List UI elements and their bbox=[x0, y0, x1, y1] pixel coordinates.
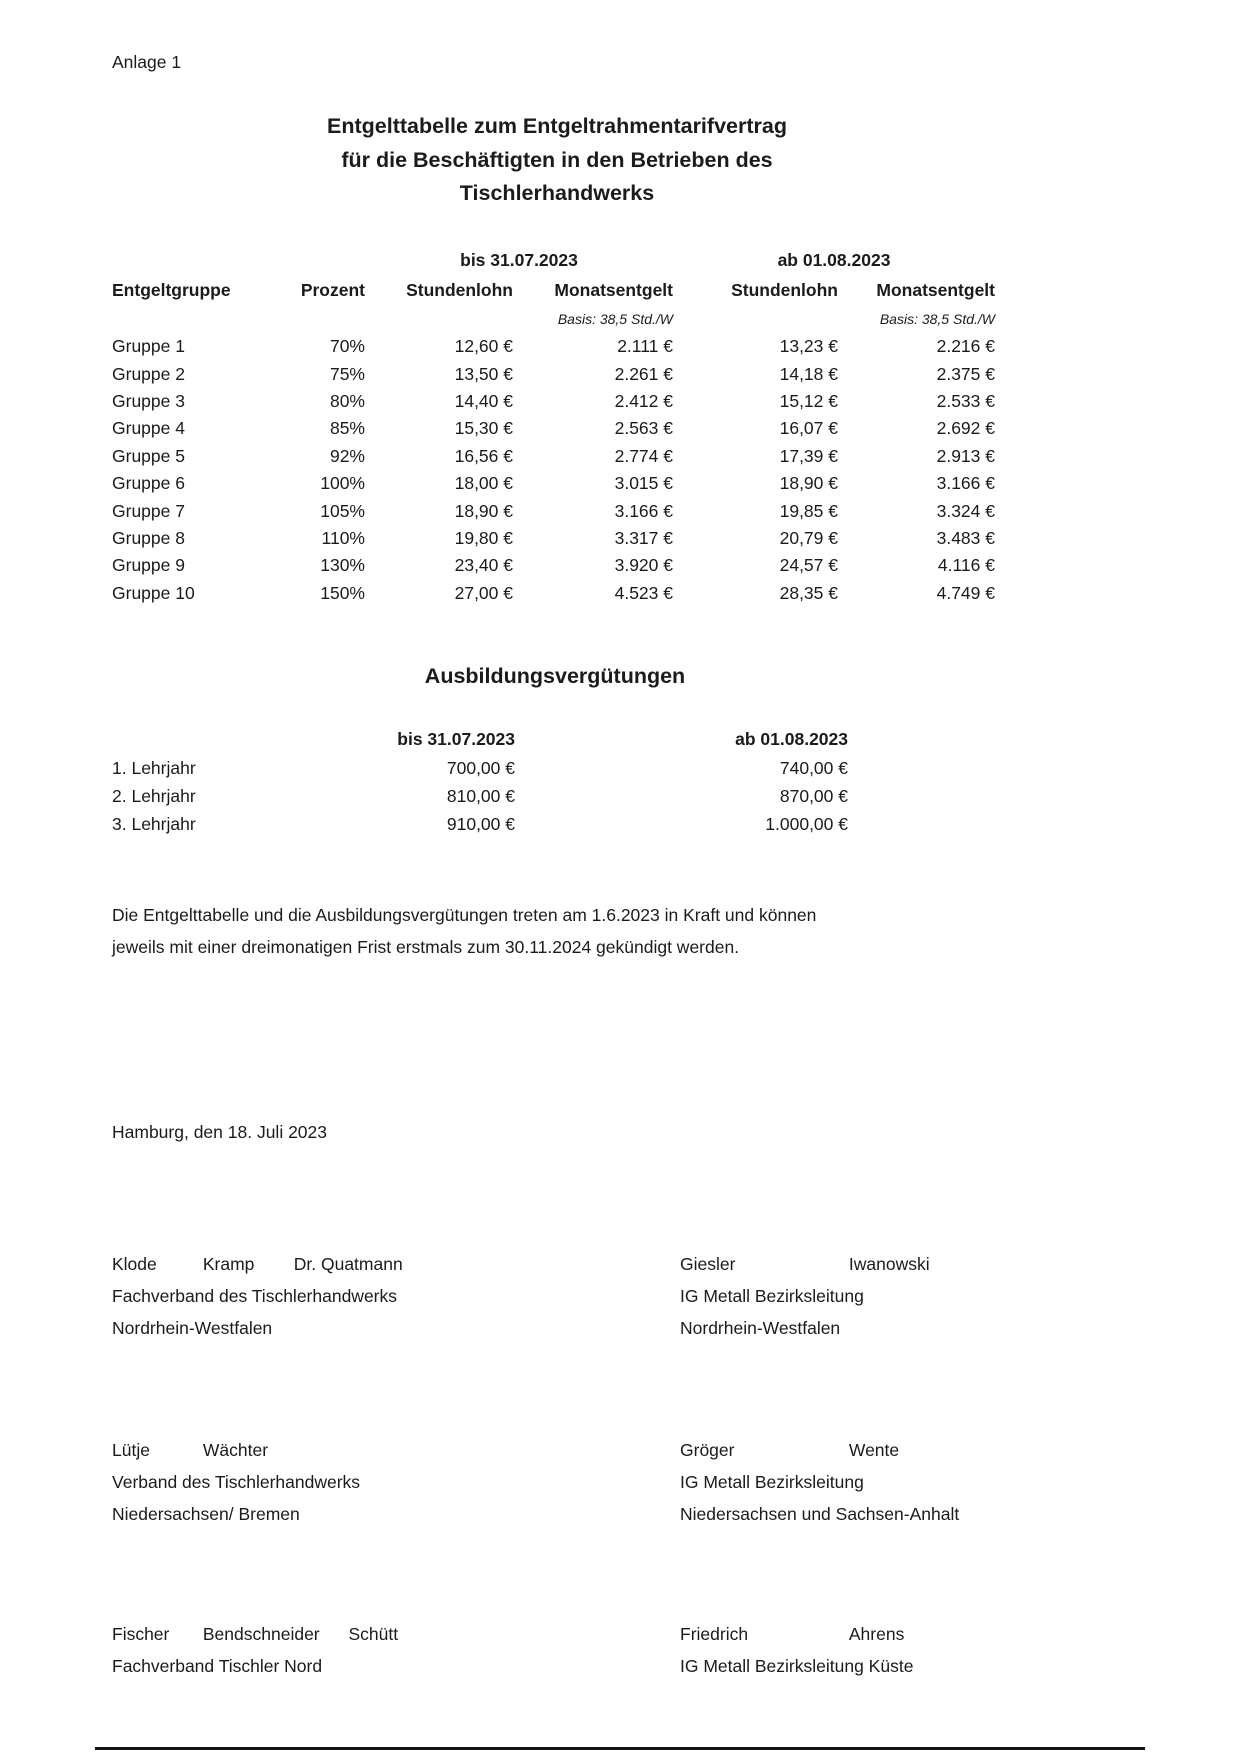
signature-name: Gröger bbox=[680, 1440, 735, 1460]
wage-cell-percent: 150% bbox=[320, 582, 365, 603]
wage-cell-percent: 70% bbox=[329, 336, 365, 357]
document-title bbox=[0, 110, 1114, 211]
wage-cell-monthly-before: 3.920 € bbox=[614, 555, 673, 576]
signature-org-line: Fachverband Tischler Nord bbox=[112, 1656, 323, 1676]
signature-block-left bbox=[112, 1434, 360, 1530]
wage-cell-monthly-before: 3.166 € bbox=[614, 500, 673, 521]
signature-name: Ahrens bbox=[848, 1624, 905, 1644]
wage-cell-percent: 75% bbox=[329, 363, 365, 384]
training-row bbox=[112, 810, 848, 838]
wage-cell-hourly-after: 14,18 € bbox=[779, 363, 838, 384]
wage-cell-group: Gruppe 3 bbox=[112, 390, 185, 411]
training-before: 700,00 € bbox=[446, 757, 515, 778]
signature-block-left bbox=[112, 1248, 403, 1344]
wage-cell-hourly-after: 28,35 € bbox=[779, 582, 838, 603]
signature-names bbox=[112, 1618, 398, 1650]
wage-cell-hourly-after: 13,23 € bbox=[779, 336, 838, 357]
wage-cell-percent: 105% bbox=[320, 500, 365, 521]
wage-cell-hourly-after: 18,90 € bbox=[779, 473, 838, 494]
training-before: 910,00 € bbox=[446, 813, 515, 834]
signature-name: Friedrich bbox=[680, 1624, 749, 1644]
signature-name: Kramp bbox=[202, 1254, 255, 1274]
signature-block-right bbox=[680, 1248, 930, 1344]
wage-table bbox=[112, 245, 995, 607]
wage-cell-percent: 80% bbox=[329, 390, 365, 411]
wage-cell-hourly-after: 15,12 € bbox=[779, 390, 838, 411]
period-header-row bbox=[112, 245, 995, 275]
training-row bbox=[112, 754, 848, 782]
training-label: 2. Lehrjahr bbox=[112, 785, 196, 806]
signature-name: Iwanowski bbox=[848, 1254, 930, 1274]
signature-org-line: IG Metall Bezirksleitung bbox=[680, 1472, 864, 1492]
wage-cell-hourly-before: 14,40 € bbox=[454, 390, 513, 411]
wage-cell-monthly-before: 2.412 € bbox=[614, 390, 673, 411]
training-section-heading: Ausbildungsvergütungen bbox=[424, 664, 686, 688]
signature-block-right bbox=[680, 1434, 959, 1530]
wage-cell-percent: 130% bbox=[320, 555, 365, 576]
signature-name: Wente bbox=[848, 1440, 900, 1460]
wage-cell-monthly-after: 2.375 € bbox=[936, 363, 995, 384]
wage-cell-percent: 92% bbox=[329, 445, 365, 466]
validity-line-1: Die Entgelttabelle und die Ausbildungsvergütungen treten am 1.6.2023 in Kraft und können bbox=[112, 905, 817, 925]
column-header-stundenlohn-before: Stundenlohn bbox=[406, 279, 513, 300]
wage-cell-hourly-before: 27,00 € bbox=[454, 582, 513, 603]
column-header-prozent: Prozent bbox=[300, 279, 365, 300]
table-row bbox=[112, 497, 995, 524]
signature-org-line: Niedersachsen/ Bremen bbox=[112, 1504, 300, 1524]
wage-cell-hourly-before: 18,00 € bbox=[454, 473, 513, 494]
column-header-monatsentgelt-before: Monatsentgelt bbox=[554, 279, 673, 300]
wage-cell-group: Gruppe 5 bbox=[112, 445, 185, 466]
signature-name: Schütt bbox=[348, 1624, 399, 1644]
training-label: 3. Lehrjahr bbox=[112, 813, 196, 834]
wage-cell-monthly-before: 2.563 € bbox=[614, 418, 673, 439]
training-row bbox=[112, 782, 848, 810]
document-title-line-1: Entgelttabelle zum Entgeltrahmentarifvertrag bbox=[327, 114, 787, 138]
page-bottom-edge bbox=[95, 1747, 1145, 1750]
training-after: 1.000,00 € bbox=[765, 813, 848, 834]
wage-cell-group: Gruppe 2 bbox=[112, 363, 185, 384]
column-header-row bbox=[112, 275, 995, 305]
signature-name: Lütje bbox=[112, 1440, 150, 1460]
wage-cell-hourly-after: 20,79 € bbox=[779, 527, 838, 548]
wage-cell-monthly-before: 2.111 € bbox=[617, 336, 673, 357]
signature-name: Giesler bbox=[680, 1254, 736, 1274]
basis-note-before: Basis: 38,5 Std./W bbox=[557, 311, 673, 327]
training-after: 870,00 € bbox=[779, 785, 848, 806]
wage-cell-monthly-after: 2.692 € bbox=[936, 418, 995, 439]
wage-cell-monthly-after: 2.533 € bbox=[936, 390, 995, 411]
basis-note-row bbox=[112, 305, 995, 333]
signature-org-line: Fachverband des Tischlerhandwerks bbox=[112, 1286, 398, 1306]
wage-cell-hourly-after: 17,39 € bbox=[779, 445, 838, 466]
annex-label: Anlage 1 bbox=[112, 52, 182, 72]
signature-block-left bbox=[112, 1618, 398, 1682]
wage-cell-hourly-before: 23,40 € bbox=[454, 555, 513, 576]
wage-cell-hourly-after: 19,85 € bbox=[779, 500, 838, 521]
table-row bbox=[112, 580, 995, 607]
wage-cell-group: Gruppe 4 bbox=[112, 418, 185, 439]
wage-cell-monthly-after: 2.216 € bbox=[936, 336, 995, 357]
signature-name: Klode bbox=[112, 1254, 157, 1274]
table-row bbox=[112, 360, 995, 387]
signature-org-line: Niedersachsen und Sachsen-Anhalt bbox=[680, 1504, 960, 1524]
signature-names bbox=[112, 1434, 360, 1466]
table-row bbox=[112, 552, 995, 579]
basis-note-after: Basis: 38,5 Std./W bbox=[879, 311, 995, 327]
wage-cell-hourly-before: 15,30 € bbox=[454, 418, 513, 439]
wage-cell-monthly-after: 2.913 € bbox=[936, 445, 995, 466]
wage-cell-monthly-before: 3.015 € bbox=[614, 473, 673, 494]
wage-cell-monthly-after: 4.749 € bbox=[936, 582, 995, 603]
wage-cell-monthly-before: 4.523 € bbox=[614, 582, 673, 603]
wage-cell-monthly-after: 3.324 € bbox=[936, 500, 995, 521]
place-date: Hamburg, den 18. Juli 2023 bbox=[112, 1122, 327, 1142]
signature-name: Wächter bbox=[202, 1440, 269, 1460]
training-after: 740,00 € bbox=[779, 757, 848, 778]
training-period-header-after: ab 01.08.2023 bbox=[735, 728, 848, 749]
wage-cell-monthly-after: 4.116 € bbox=[937, 555, 995, 576]
validity-paragraph bbox=[112, 899, 1032, 963]
signature-block-right bbox=[680, 1618, 913, 1682]
column-header-stundenlohn-after: Stundenlohn bbox=[731, 279, 838, 300]
signature-name: Bendschneider bbox=[202, 1624, 320, 1644]
training-period-header-before: bis 31.07.2023 bbox=[397, 728, 515, 749]
document-title-line-2: für die Beschäftigten in den Betrieben des bbox=[341, 147, 773, 172]
signature-org-line: Verband des Tischlerhandwerks bbox=[112, 1472, 361, 1492]
signature-name: Dr. Quatmann bbox=[293, 1254, 403, 1274]
signature-names bbox=[680, 1434, 959, 1466]
signature-name: Fischer bbox=[112, 1624, 170, 1644]
table-row bbox=[112, 470, 995, 497]
table-row bbox=[112, 415, 995, 442]
wage-cell-monthly-after: 3.166 € bbox=[936, 473, 995, 494]
wage-cell-hourly-after: 16,07 € bbox=[779, 418, 838, 439]
wage-cell-hourly-before: 18,90 € bbox=[454, 500, 513, 521]
wage-cell-group: Gruppe 8 bbox=[112, 527, 185, 548]
signature-names bbox=[680, 1618, 913, 1650]
wage-cell-group: Gruppe 9 bbox=[112, 555, 185, 576]
wage-cell-monthly-before: 3.317 € bbox=[614, 527, 673, 548]
wage-cell-hourly-before: 13,50 € bbox=[454, 363, 513, 384]
table-row bbox=[112, 388, 995, 415]
wage-cell-monthly-before: 2.774 € bbox=[614, 445, 673, 466]
wage-cell-group: Gruppe 10 bbox=[112, 582, 195, 603]
column-header-monatsentgelt-after: Monatsentgelt bbox=[876, 279, 995, 300]
wage-cell-percent: 100% bbox=[320, 473, 365, 494]
wage-cell-hourly-before: 19,80 € bbox=[454, 527, 513, 548]
period-header-after: ab 01.08.2023 bbox=[777, 249, 891, 270]
training-table bbox=[112, 724, 848, 838]
table-row bbox=[112, 525, 995, 552]
signature-names bbox=[112, 1248, 403, 1280]
wage-cell-monthly-after: 3.483 € bbox=[936, 527, 995, 548]
wage-cell-monthly-before: 2.261 € bbox=[614, 363, 673, 384]
validity-line-2: jeweils mit einer dreimonatigen Frist erstmals zum 30.11.2024 gekündigt werden. bbox=[112, 937, 740, 957]
signature-org-line: IG Metall Bezirksleitung Küste bbox=[680, 1656, 914, 1676]
period-header-before: bis 31.07.2023 bbox=[460, 249, 578, 270]
wage-cell-group: Gruppe 1 bbox=[112, 336, 185, 357]
wage-cell-hourly-before: 12,60 € bbox=[454, 336, 513, 357]
wage-cell-group: Gruppe 6 bbox=[112, 473, 185, 494]
wage-cell-hourly-after: 24,57 € bbox=[779, 555, 838, 576]
wage-cell-hourly-before: 16,56 € bbox=[454, 445, 513, 466]
table-row bbox=[112, 443, 995, 470]
signature-names bbox=[680, 1248, 930, 1280]
table-row bbox=[112, 333, 995, 360]
wage-cell-percent: 85% bbox=[329, 418, 365, 439]
training-label: 1. Lehrjahr bbox=[112, 757, 196, 778]
signature-org-line: Nordrhein-Westfalen bbox=[680, 1318, 841, 1338]
signature-org-line: IG Metall Bezirksleitung bbox=[680, 1286, 864, 1306]
document-title-line-3: Tischlerhandwerks bbox=[459, 181, 655, 205]
training-before: 810,00 € bbox=[446, 785, 515, 806]
wage-cell-group: Gruppe 7 bbox=[112, 500, 185, 521]
wage-cell-percent: 110% bbox=[321, 527, 365, 548]
column-header-entgeltgruppe: Entgeltgruppe bbox=[112, 279, 231, 300]
training-header-row bbox=[112, 724, 848, 754]
signature-org-line: Nordrhein-Westfalen bbox=[112, 1318, 273, 1338]
